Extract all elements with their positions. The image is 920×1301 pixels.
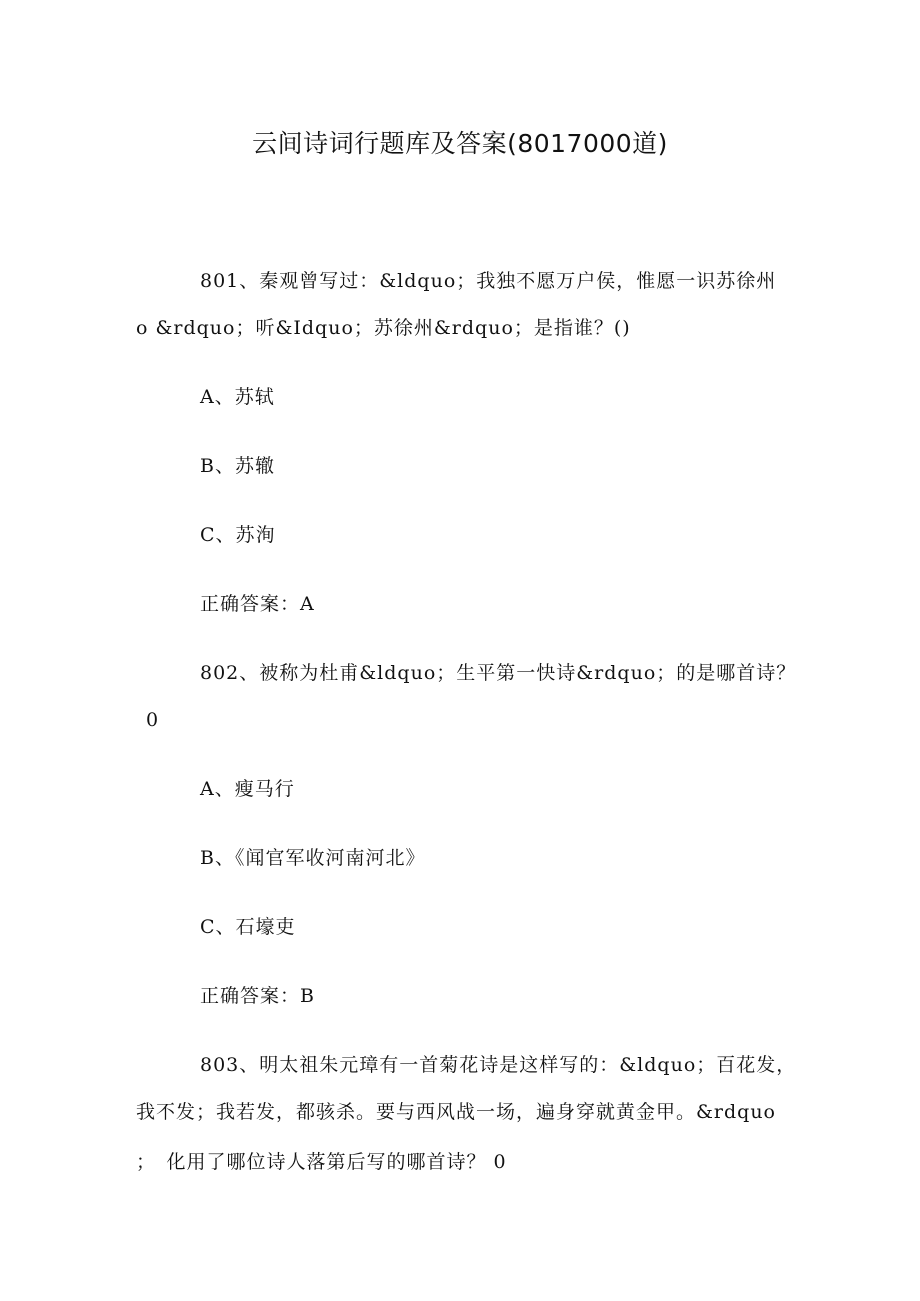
question-803-text-line-2: 我不发；我若发，都骇杀。要与西风战一场，遍身穿就黄金甲。&rdquo: [136, 1101, 776, 1123]
question-802-option-b: B、《闻官军收河南河北》: [200, 847, 426, 869]
question-803-text-line-1: 803、明太祖朱元璋有一首菊花诗是这样写的：&ldquo；百花发，: [200, 1054, 797, 1076]
question-801-text-line-1: 801、秦观曾写过：&ldquo；我独不愿万户侯，惟愿一识苏徐州: [200, 270, 777, 292]
question-801-option-a: A、苏轼: [200, 386, 275, 408]
question-803-text-line-3: ； 化用了哪位诗人落第后写的哪首诗？ 0: [136, 1151, 507, 1173]
question-801-option-b: B、苏辙: [200, 455, 275, 477]
question-802-answer: 正确答案：B: [200, 985, 315, 1007]
question-802-text-line-1: 802、被称为杜甫&ldquo；生平第一快诗&rdquo；的是哪首诗？: [200, 662, 797, 684]
question-802-option-c: C、石壕吏: [200, 916, 296, 938]
question-801-option-c: C、苏洵: [200, 524, 276, 546]
document-title: 云间诗词行题库及答案(8017000道): [252, 129, 668, 158]
question-801-text-line-2: o &rdquo；听&Idquo；苏徐州&rdquo；是指谁？(): [136, 317, 631, 339]
question-802-option-a: A、瘦马行: [200, 778, 295, 800]
question-801-answer: 正确答案：A: [200, 593, 315, 615]
question-802-text-line-2: 0: [146, 709, 160, 731]
